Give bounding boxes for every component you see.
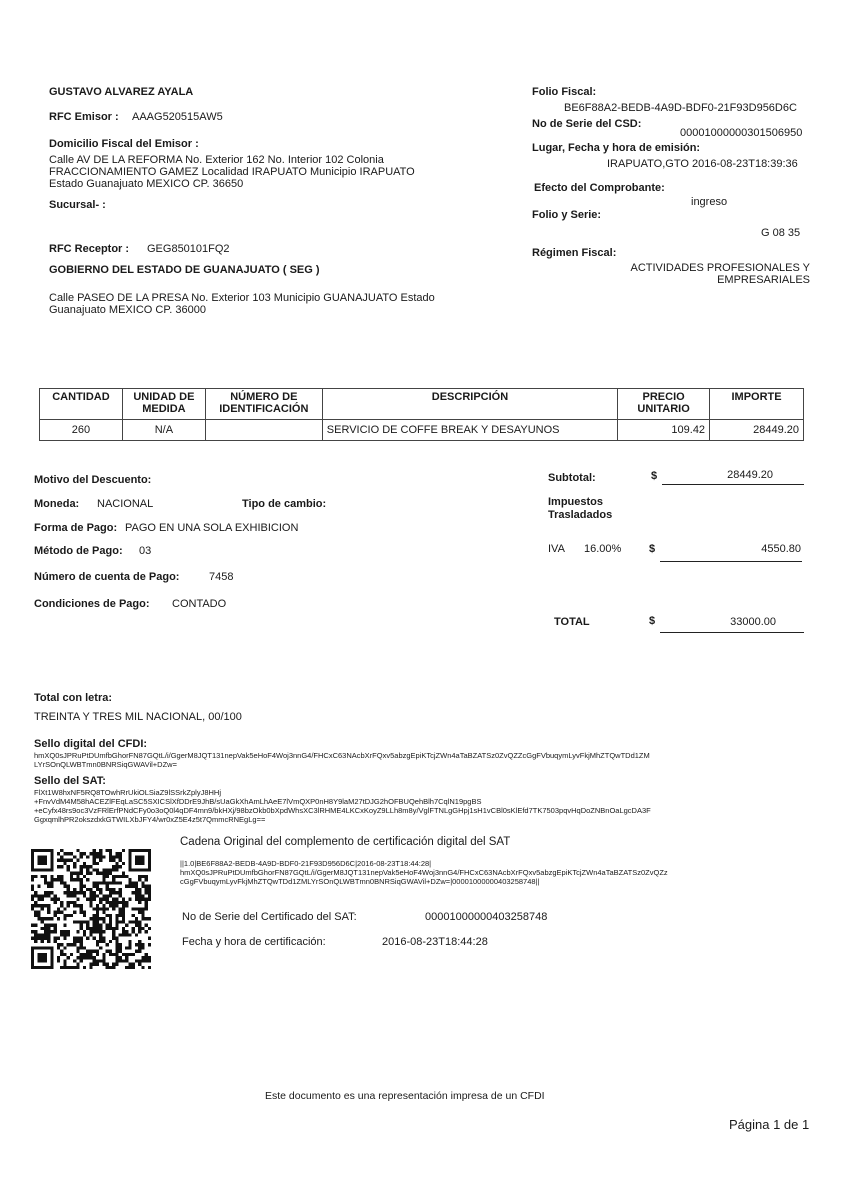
sello-sat-line: GgxqmlhPR2okszdxkGTWILXbJFY4/wr0xZ5E4z5t7QmmcRNEgLg==	[34, 815, 266, 824]
sello-sat-line: +eCyfx48rs9oc3VzFRlErfPNdCFy0o3oQ0l4qDF4mn9/bkHXj/98bzOkb0bXpdWhsXC3lRHME4LKCxKoyZ9LLh8m8y/VglFTNLgGHpj1sH1vCBl0sKlEfd7TK7503pqvHqDoZNBnOaLgcDA3F	[34, 806, 651, 815]
rfc-emisor-value: AAAG520515AW5	[132, 111, 223, 123]
forma-label: Forma de Pago:	[34, 522, 118, 534]
total-underline	[660, 632, 804, 633]
sello-sat-label: Sello del SAT:	[34, 775, 106, 787]
condiciones-label: Condiciones de Pago:	[34, 598, 150, 610]
metodo-value: 03	[139, 545, 152, 557]
cell-cantidad: 260	[40, 420, 123, 441]
iva-value: 4550.80	[761, 543, 801, 555]
domicilio-label: Domicilio Fiscal del Emisor :	[49, 138, 199, 150]
moneda-value: NACIONAL	[97, 498, 154, 510]
col-precio: PRECIO UNITARIO	[618, 389, 710, 420]
qr-code-icon	[31, 848, 151, 970]
impuestos-label	[548, 496, 612, 522]
table-row	[40, 420, 804, 441]
moneda-label: Moneda:	[34, 498, 80, 510]
iva-rate: 16.00%	[584, 543, 622, 555]
footer-note: Este documento es una representación impresa de un CFDI	[265, 1090, 545, 1102]
cadena-line: ||1.0|BE6F88A2-BEDB-4A9D-BDF0-21F93D956D6C|2016-08-23T18:44:28|	[180, 859, 432, 868]
impuestos-line: Trasladados	[548, 509, 613, 521]
regimen-value	[580, 262, 810, 286]
iva-label: IVA	[548, 543, 565, 555]
col-cantidad: CANTIDAD	[40, 389, 123, 420]
col-unidad: UNIDAD DE MEDIDA	[122, 389, 205, 420]
cell-descripcion: SERVICIO DE COFFE BREAK Y DESAYUNOS	[322, 420, 617, 441]
letra-value: TREINTA Y TRES MIL NACIONAL, 00/100	[34, 711, 242, 723]
folio-fiscal-value: BE6F88A2-BEDB-4A9D-BDF0-21F93D956D6C	[564, 102, 797, 114]
cadena-line: hmXQ0sJPRuPtDUmfbGhorFN87GQtL/i/GgerM8JQT131nepVak5eHoF4Woj3nnG4/FHCxC63NAcbXrFQxv5abzgEpiKTcjZWn4aTaBZATSz0ZvQZz	[180, 868, 668, 877]
cadena-block	[180, 859, 740, 886]
rfc-receptor-value: GEG850101FQ2	[147, 243, 230, 255]
page-number: Página 1 de 1	[729, 1117, 810, 1132]
subtotal-currency: $	[651, 470, 658, 482]
fecha-cert-value: 2016-08-23T18:44:28	[382, 936, 488, 948]
total-value: 33000.00	[730, 616, 776, 628]
regimen-label: Régimen Fiscal:	[532, 247, 617, 259]
letra-label: Total con letra:	[34, 692, 113, 704]
sello-sat-line: +FnvVdM4M58hACEZlFEqLaSC5SXICSlXfDDrE9JhB/sUaGkXhAmLhAeE7lVmQXP0nH8Y9laM27tDJG2hOFBUQehBlh7CqlN19pgBS	[34, 797, 482, 806]
efecto-value: ingreso	[691, 196, 728, 208]
cell-importe: 28449.20	[710, 420, 804, 441]
col-numero: NÚMERO DE IDENTIFICACIÓN	[205, 389, 322, 420]
cuenta-label: Número de cuenta de Pago:	[34, 571, 180, 583]
iva-currency: $	[649, 543, 656, 555]
sucursal-label: Sucursal- :	[49, 199, 106, 211]
rfc-receptor-label: RFC Receptor :	[49, 243, 130, 255]
serie-csd-label: No de Serie del CSD:	[532, 118, 642, 130]
sello-sat-line: FlXt1W8hxNF5RQ8TOwhRrUkiOLSiaZ9lSSrkZplyJ8HHj	[34, 788, 221, 797]
total-currency: $	[649, 615, 656, 627]
cadena-title: Cadena Original del complemento de certificación digital del SAT	[180, 836, 511, 848]
sello-cfdi-block	[34, 751, 739, 769]
emisor-name: GUSTAVO ALVAREZ AYALA	[49, 86, 194, 98]
efecto-label: Efecto del Comprobante:	[534, 182, 665, 194]
domicilio-line: Calle AV DE LA REFORMA No. Exterior 162 No. Interior 102 Colonia	[49, 154, 384, 166]
sello-sat-block	[34, 788, 739, 824]
serie-csd-value: 00001000000301506950	[680, 127, 803, 139]
receptor-address-line: Guanajuato MEXICO CP. 36000	[49, 304, 206, 316]
sello-cfdi-label: Sello digital del CFDI:	[34, 738, 148, 750]
rfc-emisor-label: RFC Emisor :	[49, 111, 119, 123]
motivo-label: Motivo del Descuento:	[34, 474, 152, 486]
cert-label: No de Serie del Certificado del SAT:	[182, 911, 357, 923]
cert-value: 00001000000403258748	[425, 911, 548, 923]
items-table	[39, 388, 804, 441]
metodo-label: Método de Pago:	[34, 545, 123, 557]
regimen-line: ACTIVIDADES PROFESIONALES Y	[630, 262, 810, 274]
col-importe: IMPORTE	[710, 389, 804, 420]
subtotal-label: Subtotal:	[548, 472, 596, 484]
lugar-value: IRAPUATO,GTO 2016-08-23T18:39:36	[607, 158, 798, 170]
domicilio-address	[49, 154, 415, 190]
condiciones-value: CONTADO	[172, 598, 227, 610]
receptor-address	[49, 292, 435, 316]
receptor-name: GOBIERNO DEL ESTADO DE GUANAJUATO ( SEG )	[49, 264, 320, 276]
regimen-line: EMPRESARIALES	[717, 274, 810, 286]
cell-unidad: N/A	[122, 420, 205, 441]
total-label: TOTAL	[554, 616, 590, 628]
subtotal-value: 28449.20	[727, 469, 773, 481]
tipo-cambio-label: Tipo de cambio:	[242, 498, 327, 510]
receptor-address-line: Calle PASEO DE LA PRESA No. Exterior 103 Municipio GUANAJUATO Estado	[49, 292, 435, 304]
cadena-line: cGgFVbuqymLyvFkjMhZTQwTDd1ZMLYrSOnQLWBTmn0BNRSiqGWAVil+DZw=|00001000000403258748||	[180, 877, 540, 886]
sello-cfdi-line: LYrSOnQLWBTmn0BNRSiqGWAVil+DZw=	[34, 760, 177, 769]
subtotal-underline	[662, 484, 804, 485]
cuenta-value: 7458	[209, 571, 234, 583]
fecha-cert-label: Fecha y hora de certificación:	[182, 936, 326, 948]
domicilio-line: FRACCIONAMIENTO GAMEZ Localidad IRAPUATO Municipio IRAPUATO	[49, 166, 415, 178]
folio-serie-label: Folio y Serie:	[532, 209, 602, 221]
cell-numero	[205, 420, 322, 441]
sello-cfdi-line: hmXQ0sJPRuPtDUmfbGhorFN87GQtL/i/GgerM8JQT131nepVak5eHoF4Woj3nnG4/FHCxC63NAcbXrFQxv5abzgEpiKTcjZWn4aTaBZATSz0ZvQZZcGgFVbuqymLyvFkjMhZTQwTDd1ZM	[34, 751, 650, 760]
impuestos-line: Impuestos	[548, 496, 604, 508]
table-header-row	[40, 389, 804, 420]
folio-serie-value: G 08 35	[761, 227, 801, 239]
col-descripcion: DESCRIPCIÓN	[322, 389, 617, 420]
lugar-label: Lugar, Fecha y hora de emisión:	[532, 142, 701, 154]
iva-underline	[660, 561, 802, 562]
folio-fiscal-label: Folio Fiscal:	[532, 86, 597, 98]
cell-precio: 109.42	[618, 420, 710, 441]
domicilio-line: Estado Guanajuato MEXICO CP. 36650	[49, 178, 244, 190]
forma-value: PAGO EN UNA SOLA EXHIBICION	[125, 522, 299, 534]
